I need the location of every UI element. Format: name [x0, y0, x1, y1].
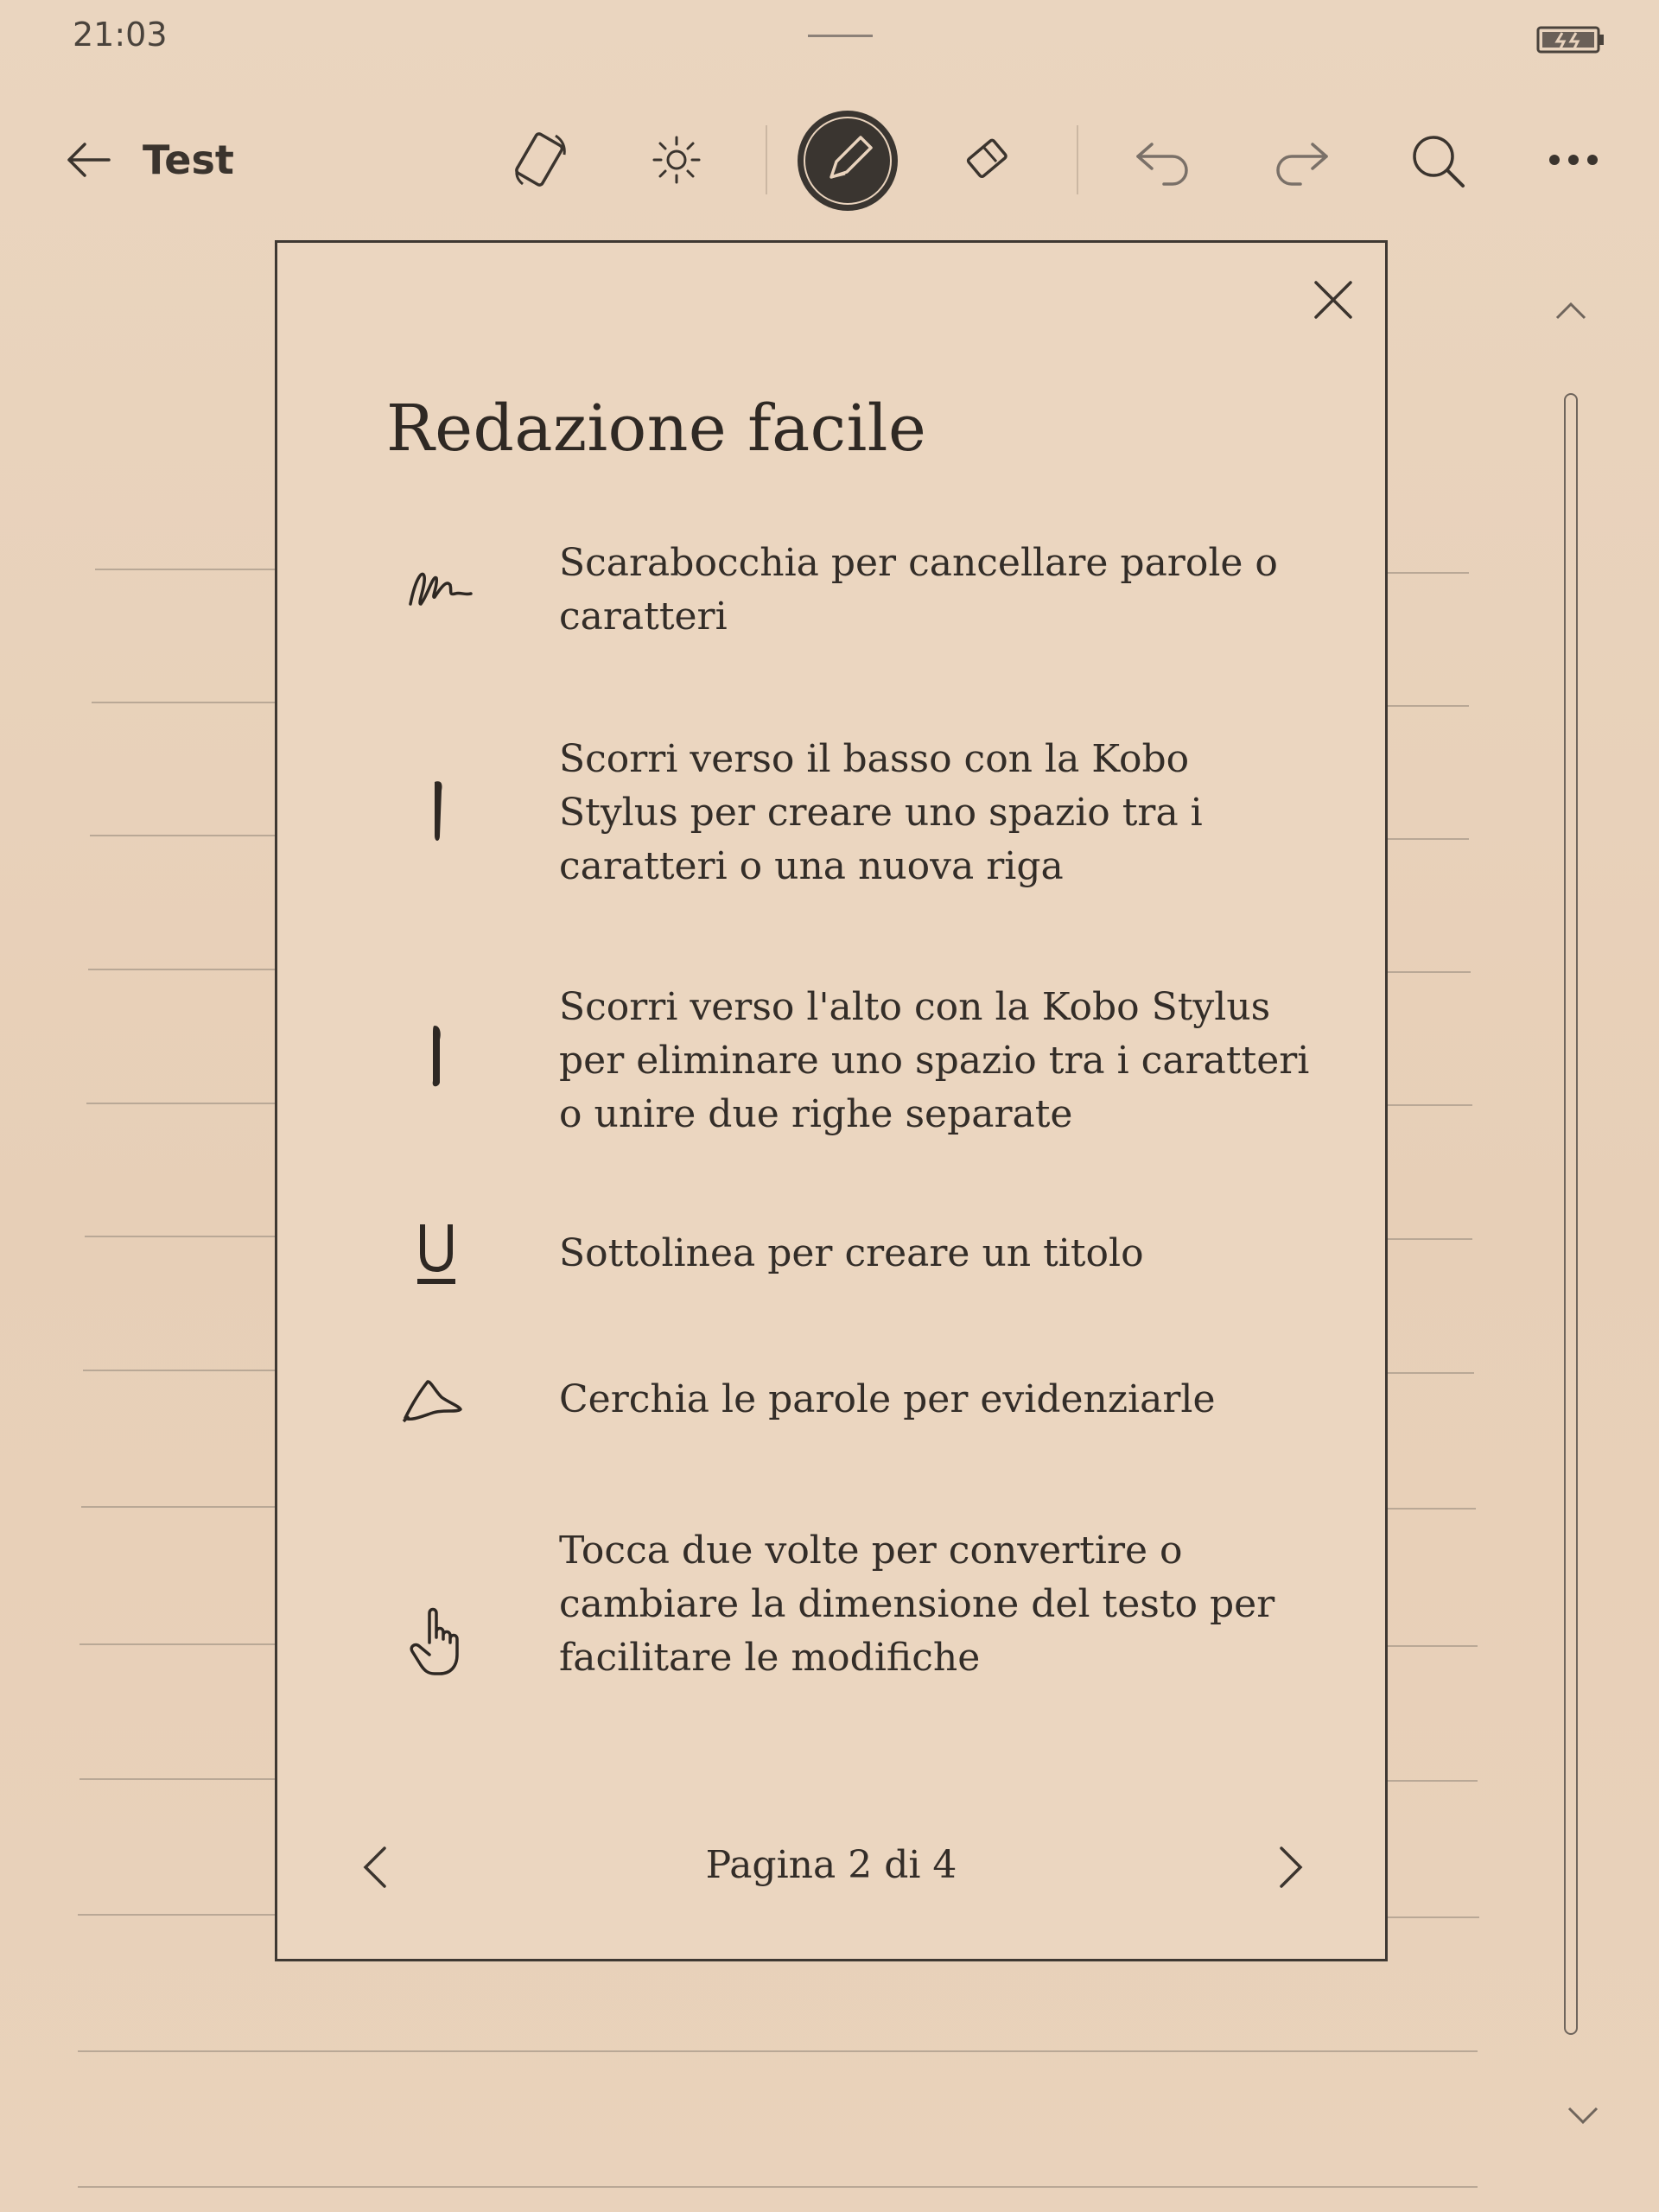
ruled-line [78, 2050, 1478, 2052]
close-icon[interactable] [1311, 277, 1356, 322]
ruled-line [79, 1643, 276, 1645]
ruled-line [79, 1778, 276, 1780]
underline-icon [393, 1209, 480, 1295]
tip-text: Cerchia le parole per evidenziarle [559, 1377, 1216, 1421]
ruled-line [1386, 1780, 1478, 1782]
back-arrow-icon[interactable] [62, 134, 114, 186]
ruled-line [88, 969, 276, 970]
ruled-line [81, 1506, 276, 1508]
battery-charging-icon [1536, 24, 1605, 55]
pen-icon[interactable] [795, 108, 900, 213]
redo-icon[interactable] [1262, 121, 1339, 199]
dialog-title: Redazione facile [386, 391, 927, 466]
ruled-line [78, 1914, 278, 1916]
ruled-line [85, 1236, 276, 1237]
ruled-line [1386, 971, 1471, 973]
ruled-line [1386, 572, 1469, 574]
ruled-line [1386, 1372, 1474, 1374]
swipe-up-icon [393, 1014, 480, 1100]
ruled-line [78, 2186, 1478, 2188]
ruled-line [83, 1370, 276, 1371]
ruled-line [1386, 1645, 1478, 1647]
page-indicator: Pagina 2 di 4 [705, 1843, 957, 1887]
chevron-right-icon[interactable] [1273, 1841, 1311, 1893]
tip-text: Sottolinea per creare un titolo [559, 1231, 1144, 1275]
status-time: 21:03 [73, 16, 168, 54]
undo-icon[interactable] [1125, 121, 1203, 199]
notebook-title: Test [143, 137, 234, 183]
tip-text: Scorri verso il basso con la Kobo Stylus per creare uno spazio tra i caratteri o una nuova riga [559, 737, 1203, 888]
eraser-icon[interactable] [950, 121, 1028, 199]
scroll-down-chevron-icon[interactable] [1564, 2101, 1602, 2131]
ruled-line [1386, 1916, 1479, 1918]
tip-text: Scorri verso l'alto con la Kobo Stylus per eliminare uno spazio tra i caratteri o unire due righe separate [559, 985, 1310, 1136]
toolbar-divider [1077, 125, 1078, 194]
ruled-line [1386, 1238, 1472, 1240]
easy-editing-dialog [275, 240, 1388, 1961]
lasso-icon [391, 1356, 478, 1442]
ruled-line [1386, 705, 1469, 707]
toolbar-divider [766, 125, 767, 194]
swipe-down-icon [395, 768, 481, 855]
brightness-icon[interactable] [638, 121, 715, 199]
tip-text: Tocca due volte per convertire o cambiare la dimensione del testo per facilitare le modifiche [559, 1529, 1275, 1680]
tip-text: Scarabocchia per cancellare parole o caratteri [559, 541, 1278, 639]
ruled-line [95, 569, 276, 570]
ruled-line [1386, 1508, 1476, 1510]
ruled-line [90, 835, 276, 836]
double-tap-hand-icon [395, 1598, 481, 1684]
scroll-up-chevron-icon[interactable] [1552, 296, 1590, 325]
search-icon[interactable] [1398, 121, 1476, 199]
ruled-line [1386, 838, 1469, 840]
scribble-icon [398, 543, 485, 630]
status-bar-handle[interactable] [808, 35, 873, 37]
ruled-line [86, 1103, 276, 1104]
more-icon[interactable] [1535, 121, 1612, 199]
ruled-line [1386, 1104, 1472, 1106]
rotate-icon[interactable] [501, 121, 579, 199]
page-scrollbar[interactable] [1564, 393, 1578, 2035]
ruled-line [92, 702, 276, 703]
